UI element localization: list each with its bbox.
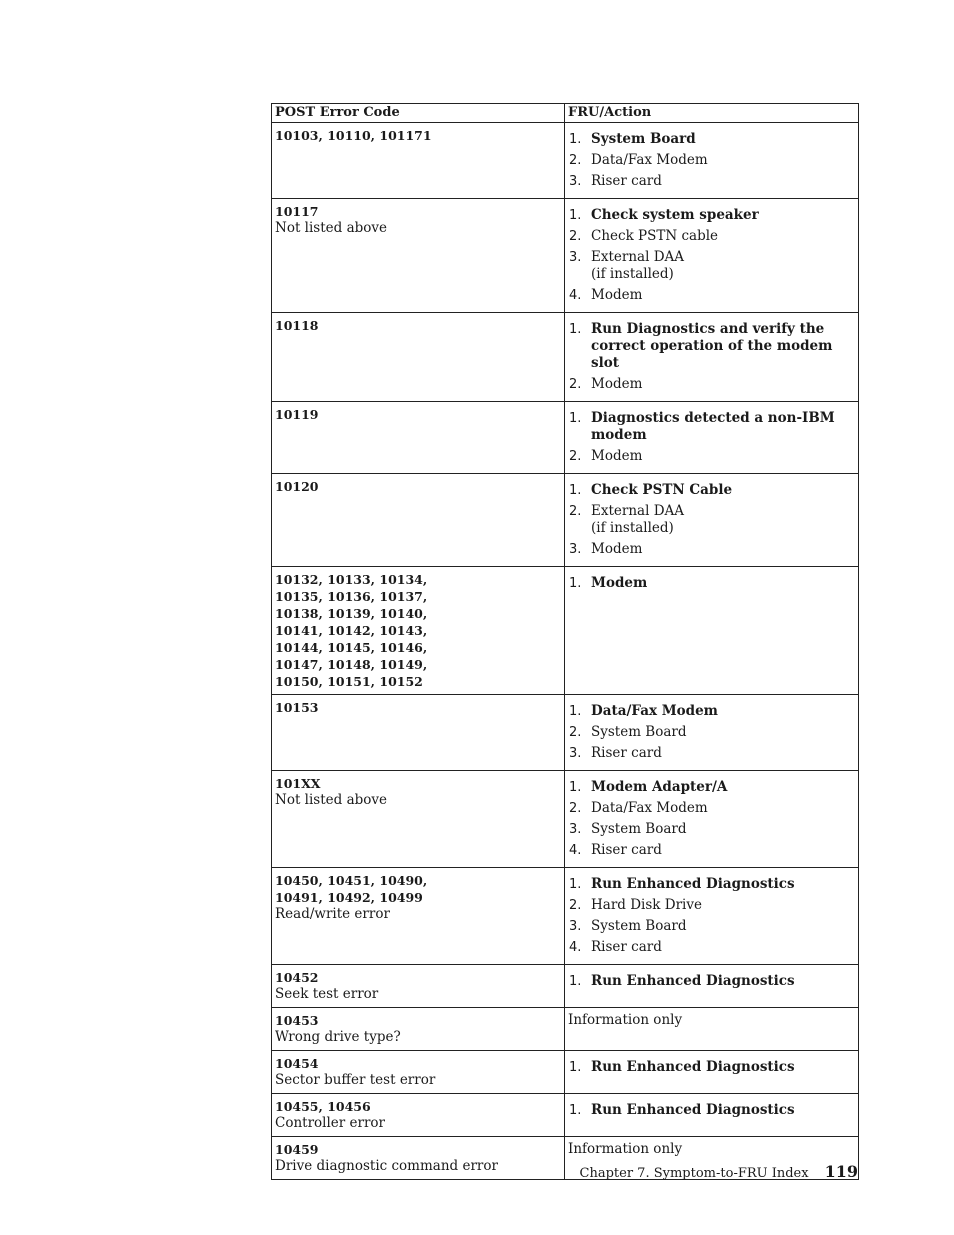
error-code-cell <box>272 1051 565 1094</box>
error-code: 10455, 10456 <box>275 1099 371 1114</box>
action-number: 2. <box>569 229 582 244</box>
fru-action-cell <box>565 771 859 868</box>
table-row <box>272 1094 859 1137</box>
page-number: 119 <box>824 1162 858 1181</box>
action-number: 1. <box>569 322 582 337</box>
action-text: Riser card <box>591 745 662 761</box>
action-list <box>568 779 854 859</box>
action-text: Modem <box>591 448 643 464</box>
action-number: 1. <box>569 208 582 223</box>
action-list <box>568 207 854 304</box>
action-item <box>568 228 854 245</box>
action-number: 1. <box>569 1103 582 1118</box>
action-text: Check PSTN Cable <box>591 482 733 498</box>
action-list <box>568 1059 854 1076</box>
error-code-cell <box>272 123 565 199</box>
action-item <box>568 1102 854 1119</box>
action-item <box>568 918 854 935</box>
header-post-error-code: POST Error Code <box>272 104 565 123</box>
error-code: 10117 <box>275 204 319 219</box>
error-code-cell <box>272 771 565 868</box>
action-list <box>568 703 854 762</box>
header-fru-action: FRU/Action <box>565 104 859 123</box>
action-item <box>568 207 854 224</box>
action-number: 4. <box>569 288 582 303</box>
action-list <box>568 1102 854 1119</box>
error-code: 10103, 10110, 101171 <box>275 128 432 143</box>
action-item <box>568 152 854 169</box>
action-item <box>568 842 854 859</box>
action-text: Check system speaker <box>591 207 759 223</box>
action-number: 1. <box>569 704 582 719</box>
error-code: 10120 <box>275 479 319 494</box>
table-row <box>272 771 859 868</box>
action-text: Data/Fax Modem <box>591 152 708 168</box>
table-row <box>272 567 859 695</box>
action-list <box>568 973 854 990</box>
action-text: External DAA (if installed) <box>591 249 685 282</box>
action-number: 2. <box>569 504 582 519</box>
error-code: 10459 <box>275 1142 319 1157</box>
error-code-cell <box>272 695 565 771</box>
action-list <box>568 575 854 592</box>
table-row <box>272 474 859 567</box>
action-text: Run Enhanced Diagnostics <box>591 973 795 989</box>
fru-action-cell <box>565 1051 859 1094</box>
error-code: 10453 <box>275 1013 319 1028</box>
action-item <box>568 410 854 444</box>
action-text: Modem <box>591 376 643 392</box>
error-code-cell <box>272 1008 565 1051</box>
error-description: Sector buffer test error <box>275 1072 436 1088</box>
fru-action-cell <box>565 474 859 567</box>
action-number: 3. <box>569 542 582 557</box>
table-row <box>272 1008 859 1051</box>
chapter-title: Chapter 7. Symptom-to-FRU Index <box>579 1166 809 1181</box>
action-text: Data/Fax Modem <box>591 800 708 816</box>
action-text: Modem Adapter/A <box>591 779 728 795</box>
action-text: Riser card <box>591 842 662 858</box>
action-text: Modem <box>591 575 648 591</box>
action-text: Riser card <box>591 173 662 189</box>
table-row <box>272 965 859 1008</box>
page-footer <box>580 1162 858 1181</box>
action-number: 2. <box>569 153 582 168</box>
fru-action-cell <box>565 1094 859 1137</box>
table-row <box>272 695 859 771</box>
table-row <box>272 1051 859 1094</box>
action-number: 4. <box>569 843 582 858</box>
action-list <box>568 131 854 190</box>
error-description: Controller error <box>275 1115 386 1131</box>
action-number: 1. <box>569 576 582 591</box>
error-description: Not listed above <box>275 220 388 236</box>
action-item <box>568 973 854 990</box>
action-number: 3. <box>569 822 582 837</box>
action-item <box>568 541 854 558</box>
error-code: 101XX <box>275 776 321 791</box>
action-item <box>568 287 854 304</box>
action-item <box>568 249 854 283</box>
action-item <box>568 745 854 762</box>
table-row <box>272 402 859 474</box>
action-text: Modem <box>591 541 643 557</box>
error-code: 10118 <box>275 318 319 333</box>
action-item <box>568 482 854 499</box>
error-code-cell <box>272 474 565 567</box>
info-only-note: Information only <box>568 1141 683 1157</box>
error-code-cell <box>272 313 565 402</box>
action-list <box>568 482 854 558</box>
action-number: 1. <box>569 1060 582 1075</box>
action-text: Diagnostics detected a non-IBM modem <box>591 410 835 443</box>
error-code-cell <box>272 965 565 1008</box>
action-item <box>568 173 854 190</box>
action-item <box>568 703 854 720</box>
action-item <box>568 1059 854 1076</box>
action-item <box>568 448 854 465</box>
action-text: Hard Disk Drive <box>591 897 702 913</box>
fru-action-cell <box>565 695 859 771</box>
action-number: 3. <box>569 174 582 189</box>
action-item <box>568 897 854 914</box>
action-item <box>568 503 854 537</box>
table-row <box>272 123 859 199</box>
action-text: Run Enhanced Diagnostics <box>591 876 795 892</box>
action-text: Run Enhanced Diagnostics <box>591 1059 795 1075</box>
action-number: 2. <box>569 898 582 913</box>
action-number: 2. <box>569 449 582 464</box>
action-number: 1. <box>569 974 582 989</box>
action-item <box>568 821 854 838</box>
fru-action-cell <box>565 1008 859 1051</box>
error-code: 10153 <box>275 700 319 715</box>
fru-action-cell <box>565 567 859 695</box>
error-code: 10119 <box>275 407 319 422</box>
action-text: Modem <box>591 287 643 303</box>
error-code-cell <box>272 402 565 474</box>
action-list <box>568 321 854 393</box>
action-text: Run Enhanced Diagnostics <box>591 1102 795 1118</box>
error-code-cell <box>272 1137 565 1180</box>
action-item <box>568 376 854 393</box>
table-row <box>272 199 859 313</box>
error-description: Drive diagnostic command error <box>275 1158 498 1174</box>
table-body <box>272 123 859 1180</box>
action-item <box>568 724 854 741</box>
error-code-cell <box>272 1094 565 1137</box>
action-number: 4. <box>569 940 582 955</box>
post-error-table <box>271 103 859 1180</box>
fru-action-cell <box>565 123 859 199</box>
fru-action-cell <box>565 402 859 474</box>
action-text: System Board <box>591 131 696 147</box>
action-number: 3. <box>569 919 582 934</box>
table-row <box>272 868 859 965</box>
action-number: 1. <box>569 877 582 892</box>
action-number: 1. <box>569 411 582 426</box>
action-text: Riser card <box>591 939 662 955</box>
action-list <box>568 876 854 956</box>
action-item <box>568 779 854 796</box>
error-description: Seek test error <box>275 986 379 1002</box>
error-code-cell <box>272 199 565 313</box>
action-text: Run Diagnostics and verify the correct operation of the modem slot <box>591 321 833 371</box>
table-row <box>272 313 859 402</box>
action-text: System Board <box>591 918 687 934</box>
fru-action-cell <box>565 313 859 402</box>
fru-action-cell <box>565 199 859 313</box>
info-only-note: Information only <box>568 1012 683 1028</box>
action-number: 1. <box>569 132 582 147</box>
fru-action-cell <box>565 965 859 1008</box>
error-code: 10450, 10451, 10490, 10491, 10492, 10499 <box>275 873 428 905</box>
fru-action-cell <box>565 868 859 965</box>
action-number: 2. <box>569 801 582 816</box>
error-description: Wrong drive type? <box>275 1029 401 1045</box>
error-description: Not listed above <box>275 792 388 808</box>
action-number: 3. <box>569 746 582 761</box>
action-number: 2. <box>569 725 582 740</box>
action-list <box>568 410 854 465</box>
action-item <box>568 131 854 148</box>
action-item <box>568 575 854 592</box>
action-number: 1. <box>569 780 582 795</box>
error-code-cell <box>272 567 565 695</box>
action-text: System Board <box>591 724 687 740</box>
error-code: 10454 <box>275 1056 319 1071</box>
action-item <box>568 800 854 817</box>
action-item <box>568 876 854 893</box>
action-number: 1. <box>569 483 582 498</box>
action-item <box>568 321 854 372</box>
table-header-row <box>272 104 859 123</box>
error-code: 10452 <box>275 970 319 985</box>
error-description: Read/write error <box>275 906 390 922</box>
error-code: 10132, 10133, 10134, 10135, 10136, 10137, 10138, 10139, 10140, 10141, 10142, 10143, 10144, 10145, 10146, 10147, 10148, 10149, 10150, 10151, 10152 <box>275 572 428 689</box>
error-code-cell <box>272 868 565 965</box>
action-text: System Board <box>591 821 687 837</box>
action-text: Data/Fax Modem <box>591 703 718 719</box>
action-text: Check PSTN cable <box>591 228 719 244</box>
action-number: 3. <box>569 250 582 265</box>
action-text: External DAA (if installed) <box>591 503 685 536</box>
action-number: 2. <box>569 377 582 392</box>
action-item <box>568 939 854 956</box>
